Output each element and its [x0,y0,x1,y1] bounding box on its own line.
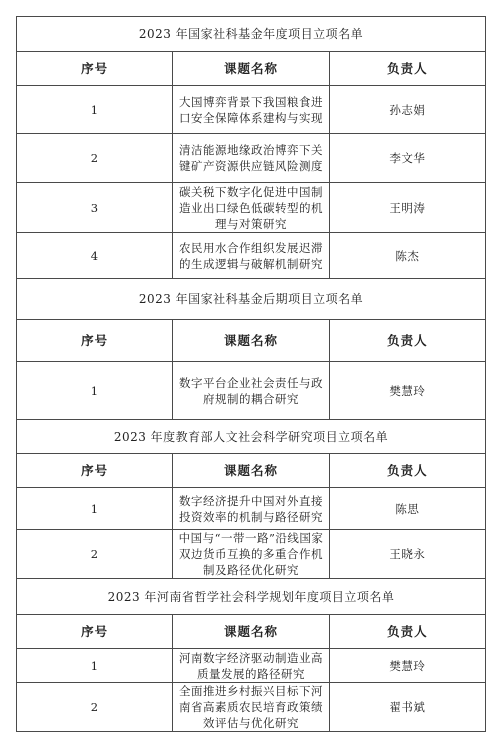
row-serial: 3 [17,183,173,233]
header-leader: 负责人 [329,615,485,649]
section-title: 2023 年河南省哲学社会科学规划年度项目立项名单 [17,579,486,615]
row-leader: 翟书斌 [329,683,485,732]
header-project-name: 课题名称 [173,454,329,488]
section-title: 2023 年国家社科基金后期项目立项名单 [17,279,486,320]
header-serial: 序号 [17,320,173,362]
table-header-row [17,454,486,488]
header-project-name: 课题名称 [173,52,329,86]
row-project-name: 数字平台企业社会责任与政府规制的耦合研究 [173,362,329,420]
row-serial: 2 [17,530,173,579]
row-project-name: 全面推进乡村振兴目标下河南省高素质农民培育政策绩效评估与优化研究 [173,683,329,732]
row-project-name: 中国与“一带一路”沿线国家双边货币互换的多重合作机制及路径优化研究 [173,530,329,579]
section-title-row [17,420,486,454]
row-leader: 王晓永 [329,530,485,579]
row-leader: 李文华 [329,134,485,183]
section-title-row [17,279,486,320]
header-leader: 负责人 [329,454,485,488]
row-serial: 1 [17,86,173,134]
row-leader: 陈杰 [329,233,485,279]
header-leader: 负责人 [329,52,485,86]
row-serial: 1 [17,362,173,420]
row-project-name: 碳关税下数字化促进中国制造业出口绿色低碳转型的机理与对策研究 [173,183,329,233]
header-project-name: 课题名称 [173,615,329,649]
row-serial: 1 [17,488,173,530]
table-row [17,134,486,183]
table-row [17,649,486,683]
row-leader: 樊慧玲 [329,362,485,420]
header-project-name: 课题名称 [173,320,329,362]
row-project-name: 大国博弈背景下我国粮食进口安全保障体系建构与实现 [173,86,329,134]
section-title: 2023 年度教育部人文社会科学研究项目立项名单 [17,420,486,454]
table-row [17,683,486,732]
table-row [17,233,486,279]
header-leader: 负责人 [329,320,485,362]
row-leader: 王明涛 [329,183,485,233]
project-list-body [17,17,486,732]
section-title: 2023 年国家社科基金年度项目立项名单 [17,17,486,52]
table-header-row [17,52,486,86]
row-leader: 陈思 [329,488,485,530]
row-serial: 1 [17,649,173,683]
header-serial: 序号 [17,615,173,649]
table-row [17,362,486,420]
table-header-row [17,615,486,649]
section-title-row [17,579,486,615]
table-row [17,530,486,579]
header-serial: 序号 [17,454,173,488]
table-header-row [17,320,486,362]
row-serial: 2 [17,134,173,183]
row-project-name: 数字经济提升中国对外直接投资效率的机制与路径研究 [173,488,329,530]
table-row [17,86,486,134]
table-row [17,183,486,233]
row-project-name: 清洁能源地缘政治博弈下关键矿产资源供应链风险测度 [173,134,329,183]
table-row [17,488,486,530]
row-serial: 4 [17,233,173,279]
row-leader: 樊慧玲 [329,649,485,683]
section-title-row [17,17,486,52]
row-project-name: 农民用水合作组织发展迟滞的生成逻辑与破解机制研究 [173,233,329,279]
row-serial: 2 [17,683,173,732]
row-project-name: 河南数字经济驱动制造业高质量发展的路径研究 [173,649,329,683]
row-leader: 孙志娟 [329,86,485,134]
project-list-table [16,16,486,732]
header-serial: 序号 [17,52,173,86]
project-list-document [16,16,486,732]
